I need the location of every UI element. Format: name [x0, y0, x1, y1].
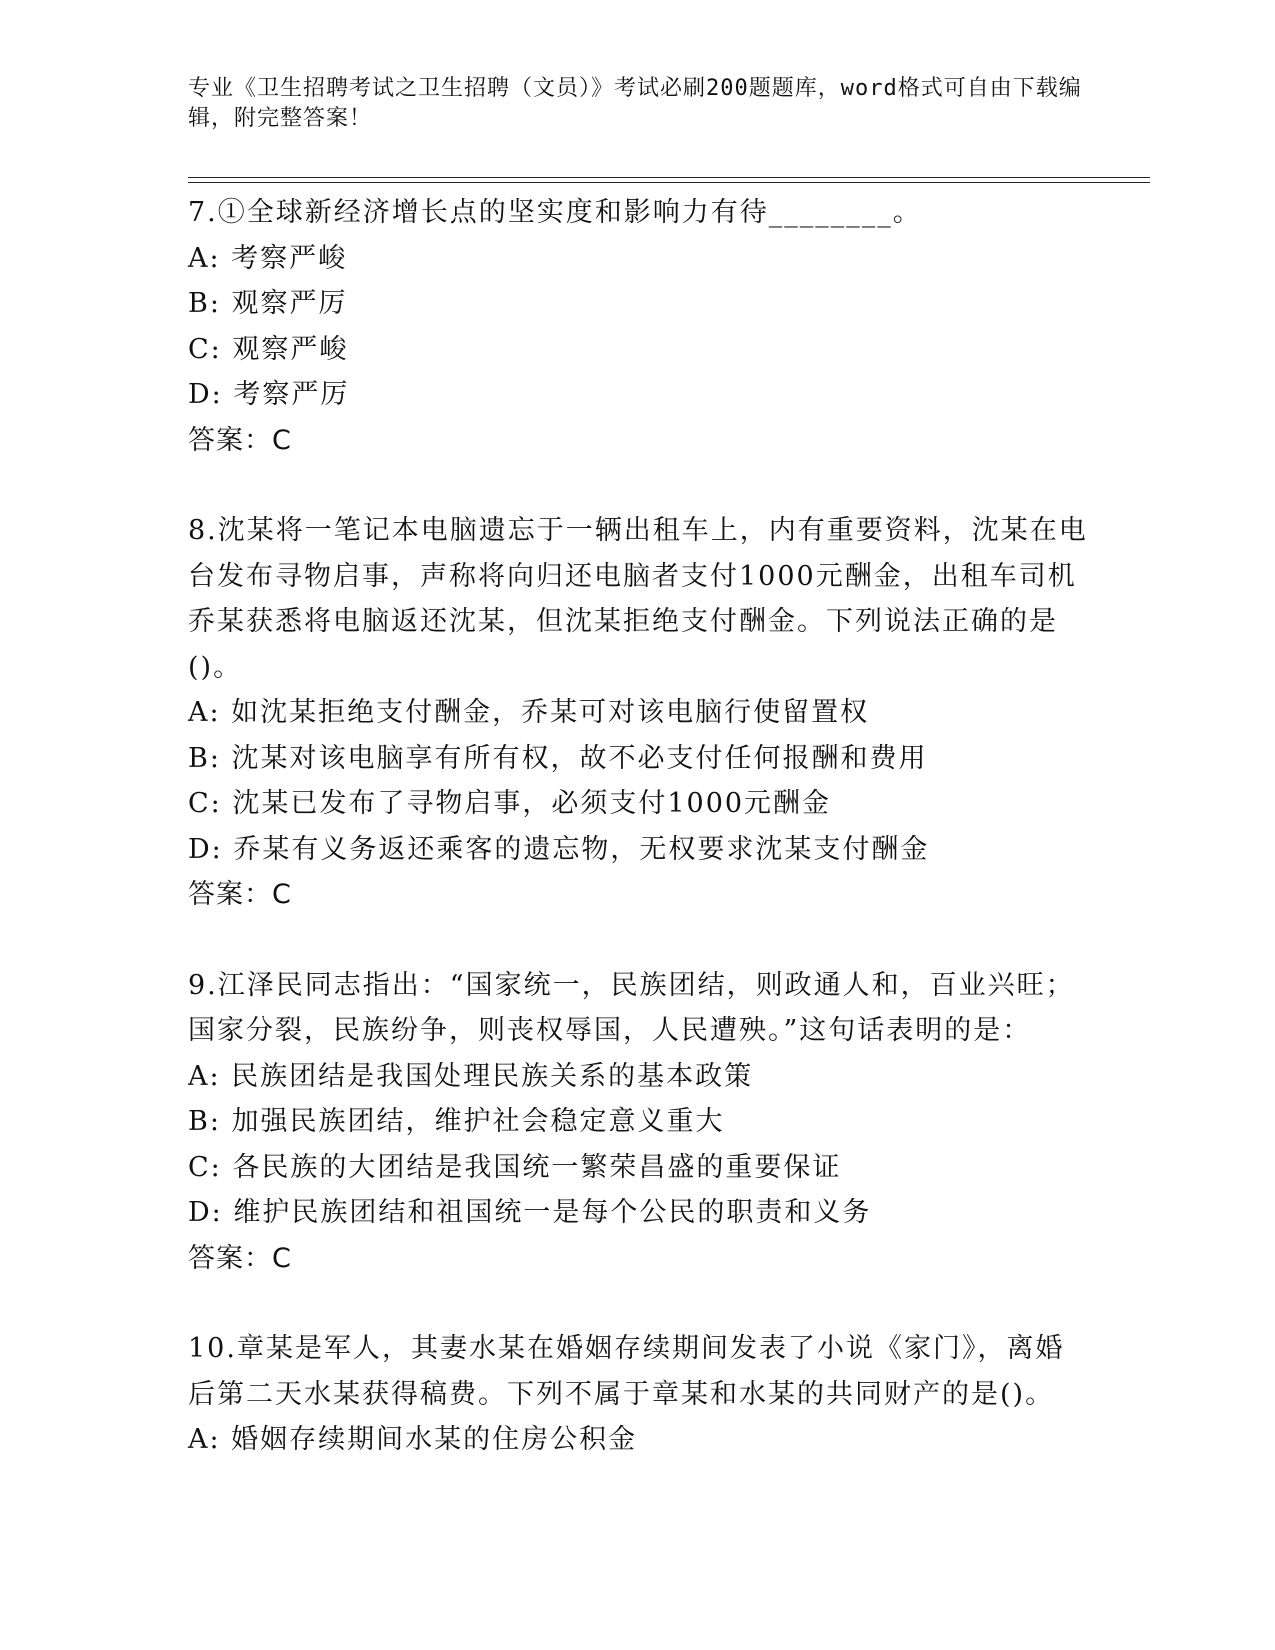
question-text: 9.江泽民同志指出：“国家统一，民族团结，则政通人和，百业兴旺；国家分裂，民族纷争，则丧权辱国，人民遭殃。”这句话表明的是：	[188, 969, 1075, 1046]
option-b: B: 加强民族团结，维护社会稳定意义重大	[188, 1106, 725, 1137]
option-b: B: 沈某对该电脑享有所有权，故不必支付任何报酬和费用	[188, 742, 928, 774]
header-divider-bottom	[188, 182, 1150, 183]
option-a: A: 婚姻存续期间水某的住房公积金	[188, 1424, 638, 1455]
question-7	[188, 190, 1088, 463]
question-text: 8.沈某将一笔记本电脑遗忘于一辆出租车上，内有重要资料，沈某在电台发布寻物启事，声称将向归还电脑者支付1000元酬金，出租车司机乔某获悉将电脑返还沈某，但沈某拒绝支付酬金。下列说法正确的是()。	[188, 515, 1088, 683]
option-c: C: 沈某已发布了寻物启事，必须支付1000元酬金	[188, 788, 832, 819]
question-text: 10.章某是军人，其妻水某在婚姻存续期间发表了小说《家门》，离婚后第二天水某获得稿费。下列不属于章某和水某的共同财产的是()。	[188, 1333, 1065, 1410]
spacer	[188, 1281, 1088, 1326]
header-divider-top	[188, 177, 1150, 178]
question-8	[188, 508, 1088, 918]
option-a: A: 如沈某拒绝支付酬金，乔某可对该电脑行使留置权	[188, 697, 870, 728]
spacer	[188, 463, 1088, 508]
option-a: A: 民族团结是我国处理民族关系的基本政策	[188, 1060, 754, 1092]
answer: 答案：C	[188, 1242, 292, 1274]
question-list	[188, 190, 1088, 1463]
option-c: C: 各民族的大团结是我国统一繁荣昌盛的重要保证	[188, 1151, 842, 1183]
spacer	[188, 918, 1088, 963]
option-d: D: 考察严厉	[188, 379, 350, 410]
question-10	[188, 1326, 1088, 1463]
document-header: 专业《卫生招聘考试之卫生招聘（文员）》考试必刷200题题库，word格式可自由下载编辑，附完整答案！	[188, 76, 1082, 131]
option-d: D: 维护民族团结和祖国统一是每个公民的职责和义务	[188, 1197, 872, 1228]
answer: 答案：C	[188, 424, 292, 456]
answer: 答案：C	[188, 879, 292, 910]
question-text: 7.①全球新经济增长点的坚实度和影响力有待________。	[188, 197, 922, 228]
option-b: B: 观察严厉	[188, 288, 348, 319]
question-9	[188, 963, 1088, 1282]
option-a: A: 考察严峻	[188, 242, 348, 274]
option-c: C: 观察严峻	[188, 333, 349, 365]
option-d: D: 乔某有义务返还乘客的遗忘物，无权要求沈某支付酬金	[188, 833, 930, 865]
